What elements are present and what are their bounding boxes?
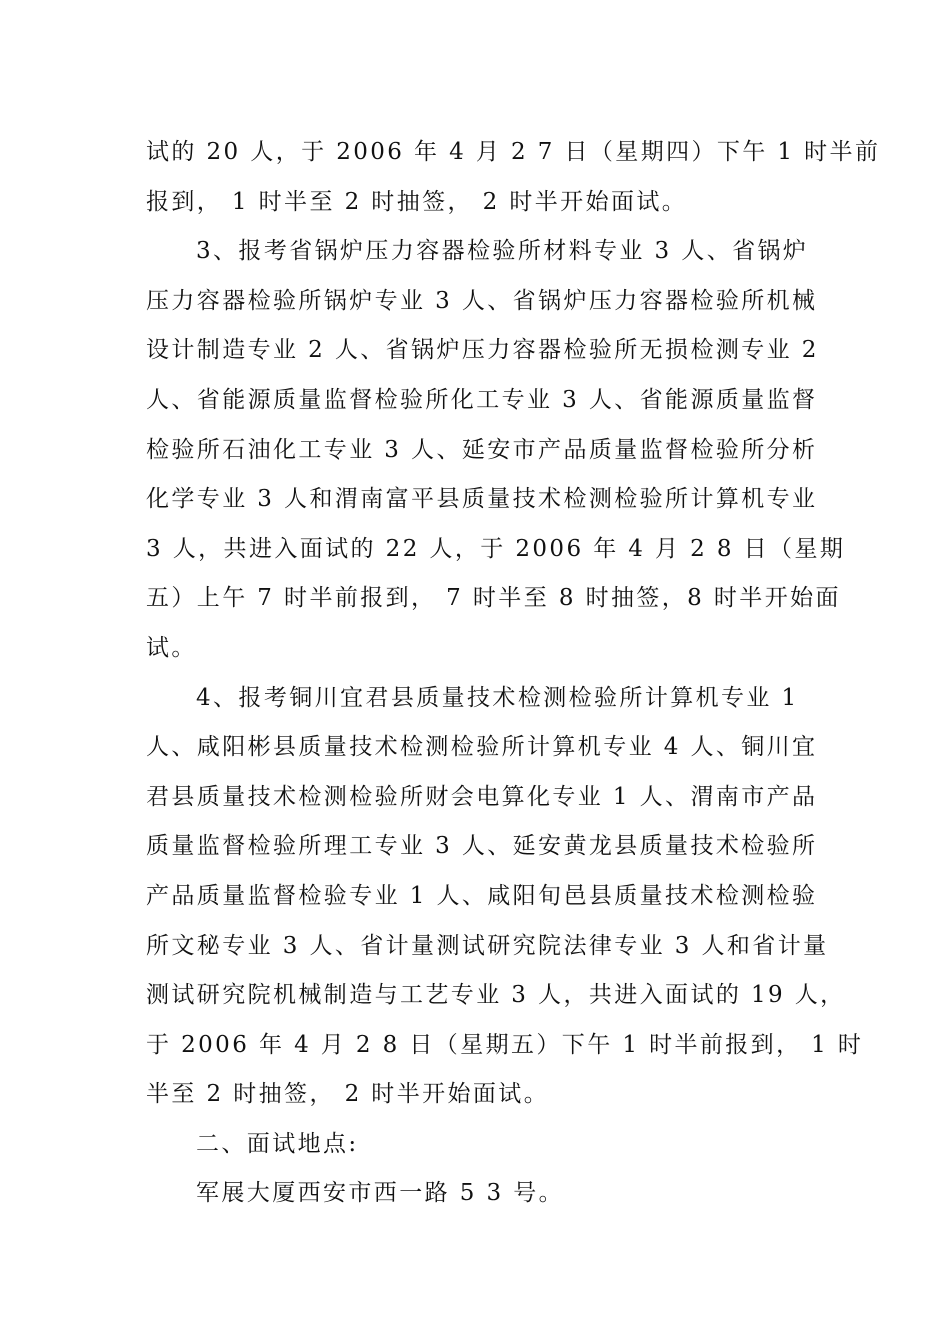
text-line: 人、省能源质量监督检验所化工专业 3 人、省能源质量监督 — [146, 386, 818, 413]
text-line: 于 2006 年 4 月 2 8 日（星期五）下午 1 时半前报到， 1 时 — [146, 1031, 864, 1058]
text-line: 质量监督检验所理工专业 3 人、延安黄龙县质量技术检验所 — [146, 833, 818, 860]
text-line: 化学专业 3 人和渭南富平县质量技术检测检验所计算机专业 — [146, 486, 818, 513]
text-line: 设计制造专业 2 人、省锅炉压力容器检验所无损检测专业 2 — [146, 337, 819, 364]
text-line: 3 人，共进入面试的 22 人，于 2006 年 4 月 2 8 日（星期 — [146, 535, 846, 562]
section-heading-interview-location: 二、面试地点: — [196, 1130, 359, 1157]
document-body — [146, 128, 881, 1219]
text-line: 测试研究院机械制造与工艺专业 3 人，共进入面试的 19 人， — [146, 982, 846, 1009]
paragraph-4-start: 4、报考铜川宜君县质量技术检测检验所计算机专业 1 — [196, 684, 799, 711]
text-line: 人、咸阳彬县质量技术检测检验所计算机专业 4 人、铜川宜 — [146, 734, 818, 761]
text-line: 压力容器检验所锅炉专业 3 人、省锅炉压力容器检验所机械 — [146, 287, 818, 314]
text-line: 五）上午 7 时半前报到， 7 时半至 8 时抽签，8 时半开始面 — [146, 585, 841, 612]
text-line: 产品质量监督检验专业 1 人、咸阳旬邑县质量技术检测检验 — [146, 882, 818, 909]
text-line: 试。 — [146, 634, 197, 661]
text-line: 半至 2 时抽签， 2 时半开始面试。 — [146, 1081, 550, 1108]
text-line: 君县质量技术检测检验所财会电算化专业 1 人、渭南市产品 — [146, 783, 818, 810]
interview-address: 军展大厦西安市西一路 5 3 号。 — [196, 1180, 564, 1207]
text-line: 试的 20 人，于 2006 年 4 月 2 7 日（星期四）下午 1 时半前 — [146, 139, 881, 165]
text-line: 检验所石油化工专业 3 人、延安市产品质量监督检验所分析 — [146, 436, 818, 463]
text-line: 报到， 1 时半至 2 时抽签， 2 时半开始面试。 — [146, 188, 688, 215]
paragraph-3-start: 3、报考省锅炉压力容器检验所材料专业 3 人、省锅炉 — [196, 238, 809, 265]
text-line: 所文秘专业 3 人、省计量测试研究院法律专业 3 人和省计量 — [146, 932, 829, 959]
